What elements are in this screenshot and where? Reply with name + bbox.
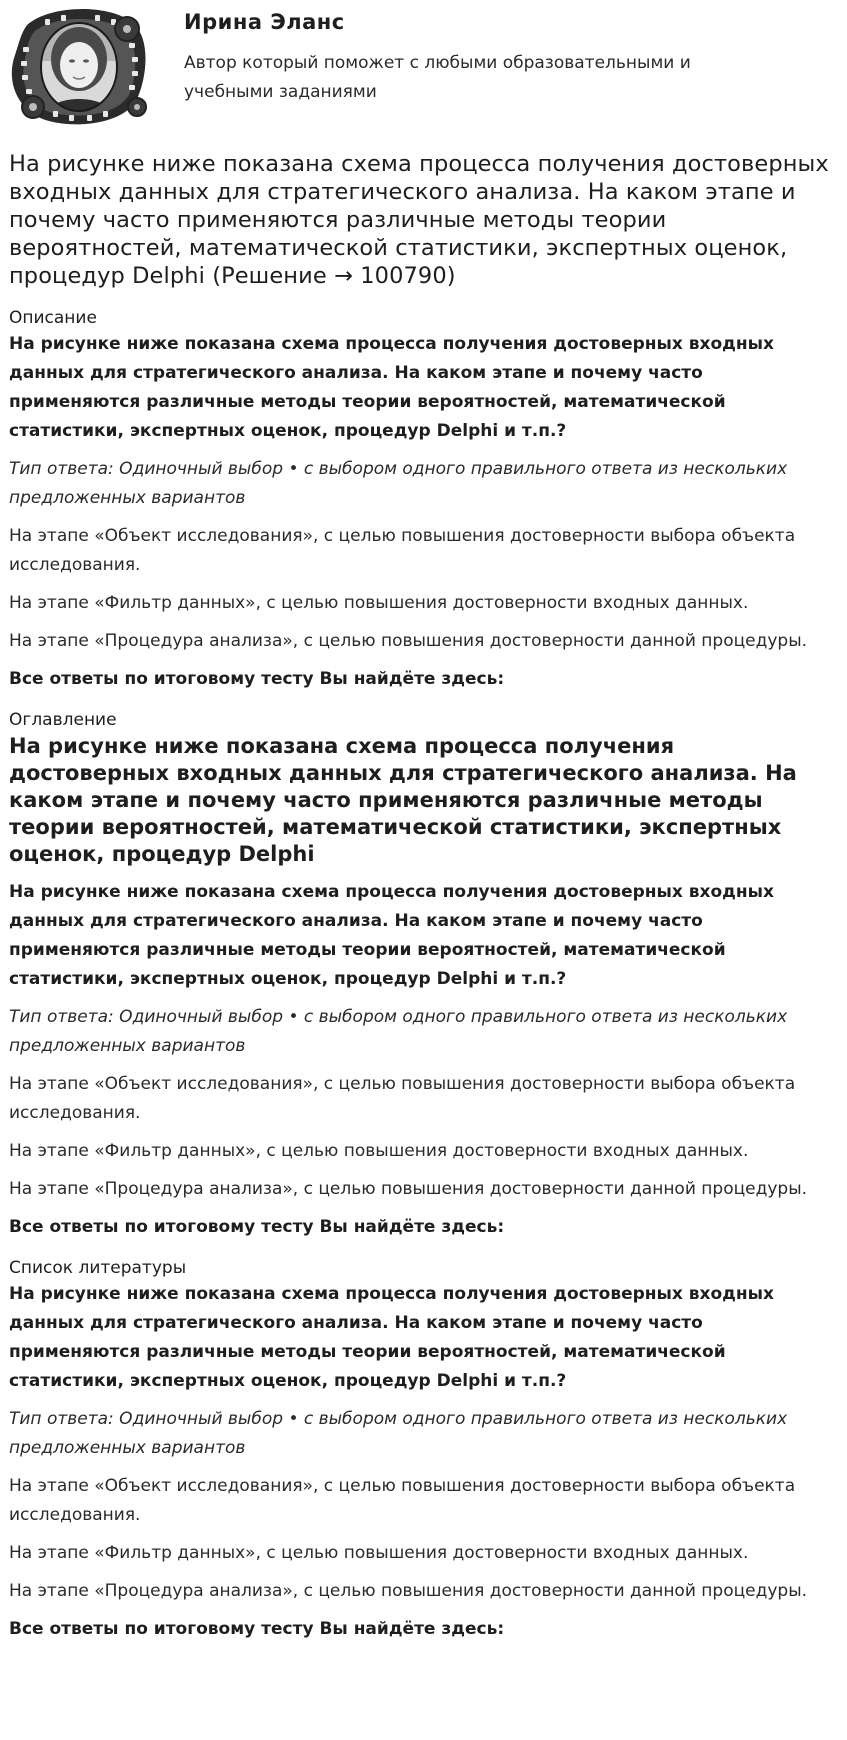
section-label-references: Список литературы <box>9 1258 187 1278</box>
page-title: На рисунке ниже показана схема процесса получения достоверных входных данных для стратегического анализа. На каком этапе и почему часто применяются различные методы теории вероятностей, математической статистики, экспертных оценок, процедур Delphi (Решение → 100790) <box>9 151 829 289</box>
answer-option: На этапе «Фильтр данных», с целью повышения достоверности входных данных. <box>9 593 749 613</box>
toc-heading: На рисунке ниже показана схема процесса получения достоверных входных данных для стратегического анализа. На каком этапе и почему часто применяются различные методы теории вероятностей, математической статистики, экспертных оценок, процедур Delphi <box>9 734 797 866</box>
answer-type: Тип ответа: Одиночный выбор • с выбором одного правильного ответа из нескольких предложенных вариантов <box>9 459 788 508</box>
answer-option: На этапе «Процедура анализа», с целью повышения достоверности данной процедуры. <box>9 1581 808 1601</box>
answer-option: На этапе «Фильтр данных», с целью повышения достоверности входных данных. <box>9 1543 749 1563</box>
answers-link[interactable]: Все ответы по итоговому тесту Вы найдёте здесь: <box>9 1217 505 1237</box>
question-text: На рисунке ниже показана схема процесса получения достоверных входных данных для стратегического анализа. На каком этапе и почему часто применяются различные методы теории вероятностей, математической статистики, экспертных оценок, процедур Delphi и т.п.? <box>9 334 774 441</box>
author-avatar[interactable] <box>9 7 149 127</box>
avatar-image <box>9 7 149 127</box>
answer-type: Тип ответа: Одиночный выбор • с выбором одного правильного ответа из нескольких предложенных вариантов <box>9 1007 788 1056</box>
answers-link[interactable]: Все ответы по итоговому тесту Вы найдёте здесь: <box>9 669 505 689</box>
section-description <box>9 307 847 694</box>
answer-option: На этапе «Процедура анализа», с целью повышения достоверности данной процедуры. <box>9 631 808 651</box>
section-label-description: Описание <box>9 308 97 328</box>
question-text: На рисунке ниже показана схема процесса получения достоверных входных данных для стратегического анализа. На каком этапе и почему часто применяются различные методы теории вероятностей, математической статистики, экспертных оценок, процедур Delphi и т.п.? <box>9 1284 774 1391</box>
answer-type: Тип ответа: Одиночный выбор • с выбором одного правильного ответа из нескольких предложенных вариантов <box>9 1409 788 1458</box>
section-toc <box>9 709 847 1242</box>
answer-option: На этапе «Объект исследования», с целью повышения достоверности выбора объекта исследования. <box>9 1476 796 1525</box>
answer-option: На этапе «Объект исследования», с целью повышения достоверности выбора объекта исследования. <box>9 1074 796 1123</box>
answer-option: На этапе «Процедура анализа», с целью повышения достоверности данной процедуры. <box>9 1179 808 1199</box>
answer-option: На этапе «Объект исследования», с целью повышения достоверности выбора объекта исследования. <box>9 526 796 575</box>
answers-link[interactable]: Все ответы по итоговому тесту Вы найдёте здесь: <box>9 1619 505 1639</box>
section-references <box>9 1257 847 1644</box>
author-card <box>9 0 847 136</box>
author-name[interactable]: Ирина Эланс <box>184 10 345 34</box>
author-description: Автор который поможет с любыми образовательными и учебными заданиями <box>184 53 691 102</box>
question-text: На рисунке ниже показана схема процесса получения достоверных входных данных для стратегического анализа. На каком этапе и почему часто применяются различные методы теории вероятностей, математической статистики, экспертных оценок, процедур Delphi и т.п.? <box>9 882 774 989</box>
section-label-toc: Оглавление <box>9 710 117 730</box>
answer-option: На этапе «Фильтр данных», с целью повышения достоверности входных данных. <box>9 1141 749 1161</box>
